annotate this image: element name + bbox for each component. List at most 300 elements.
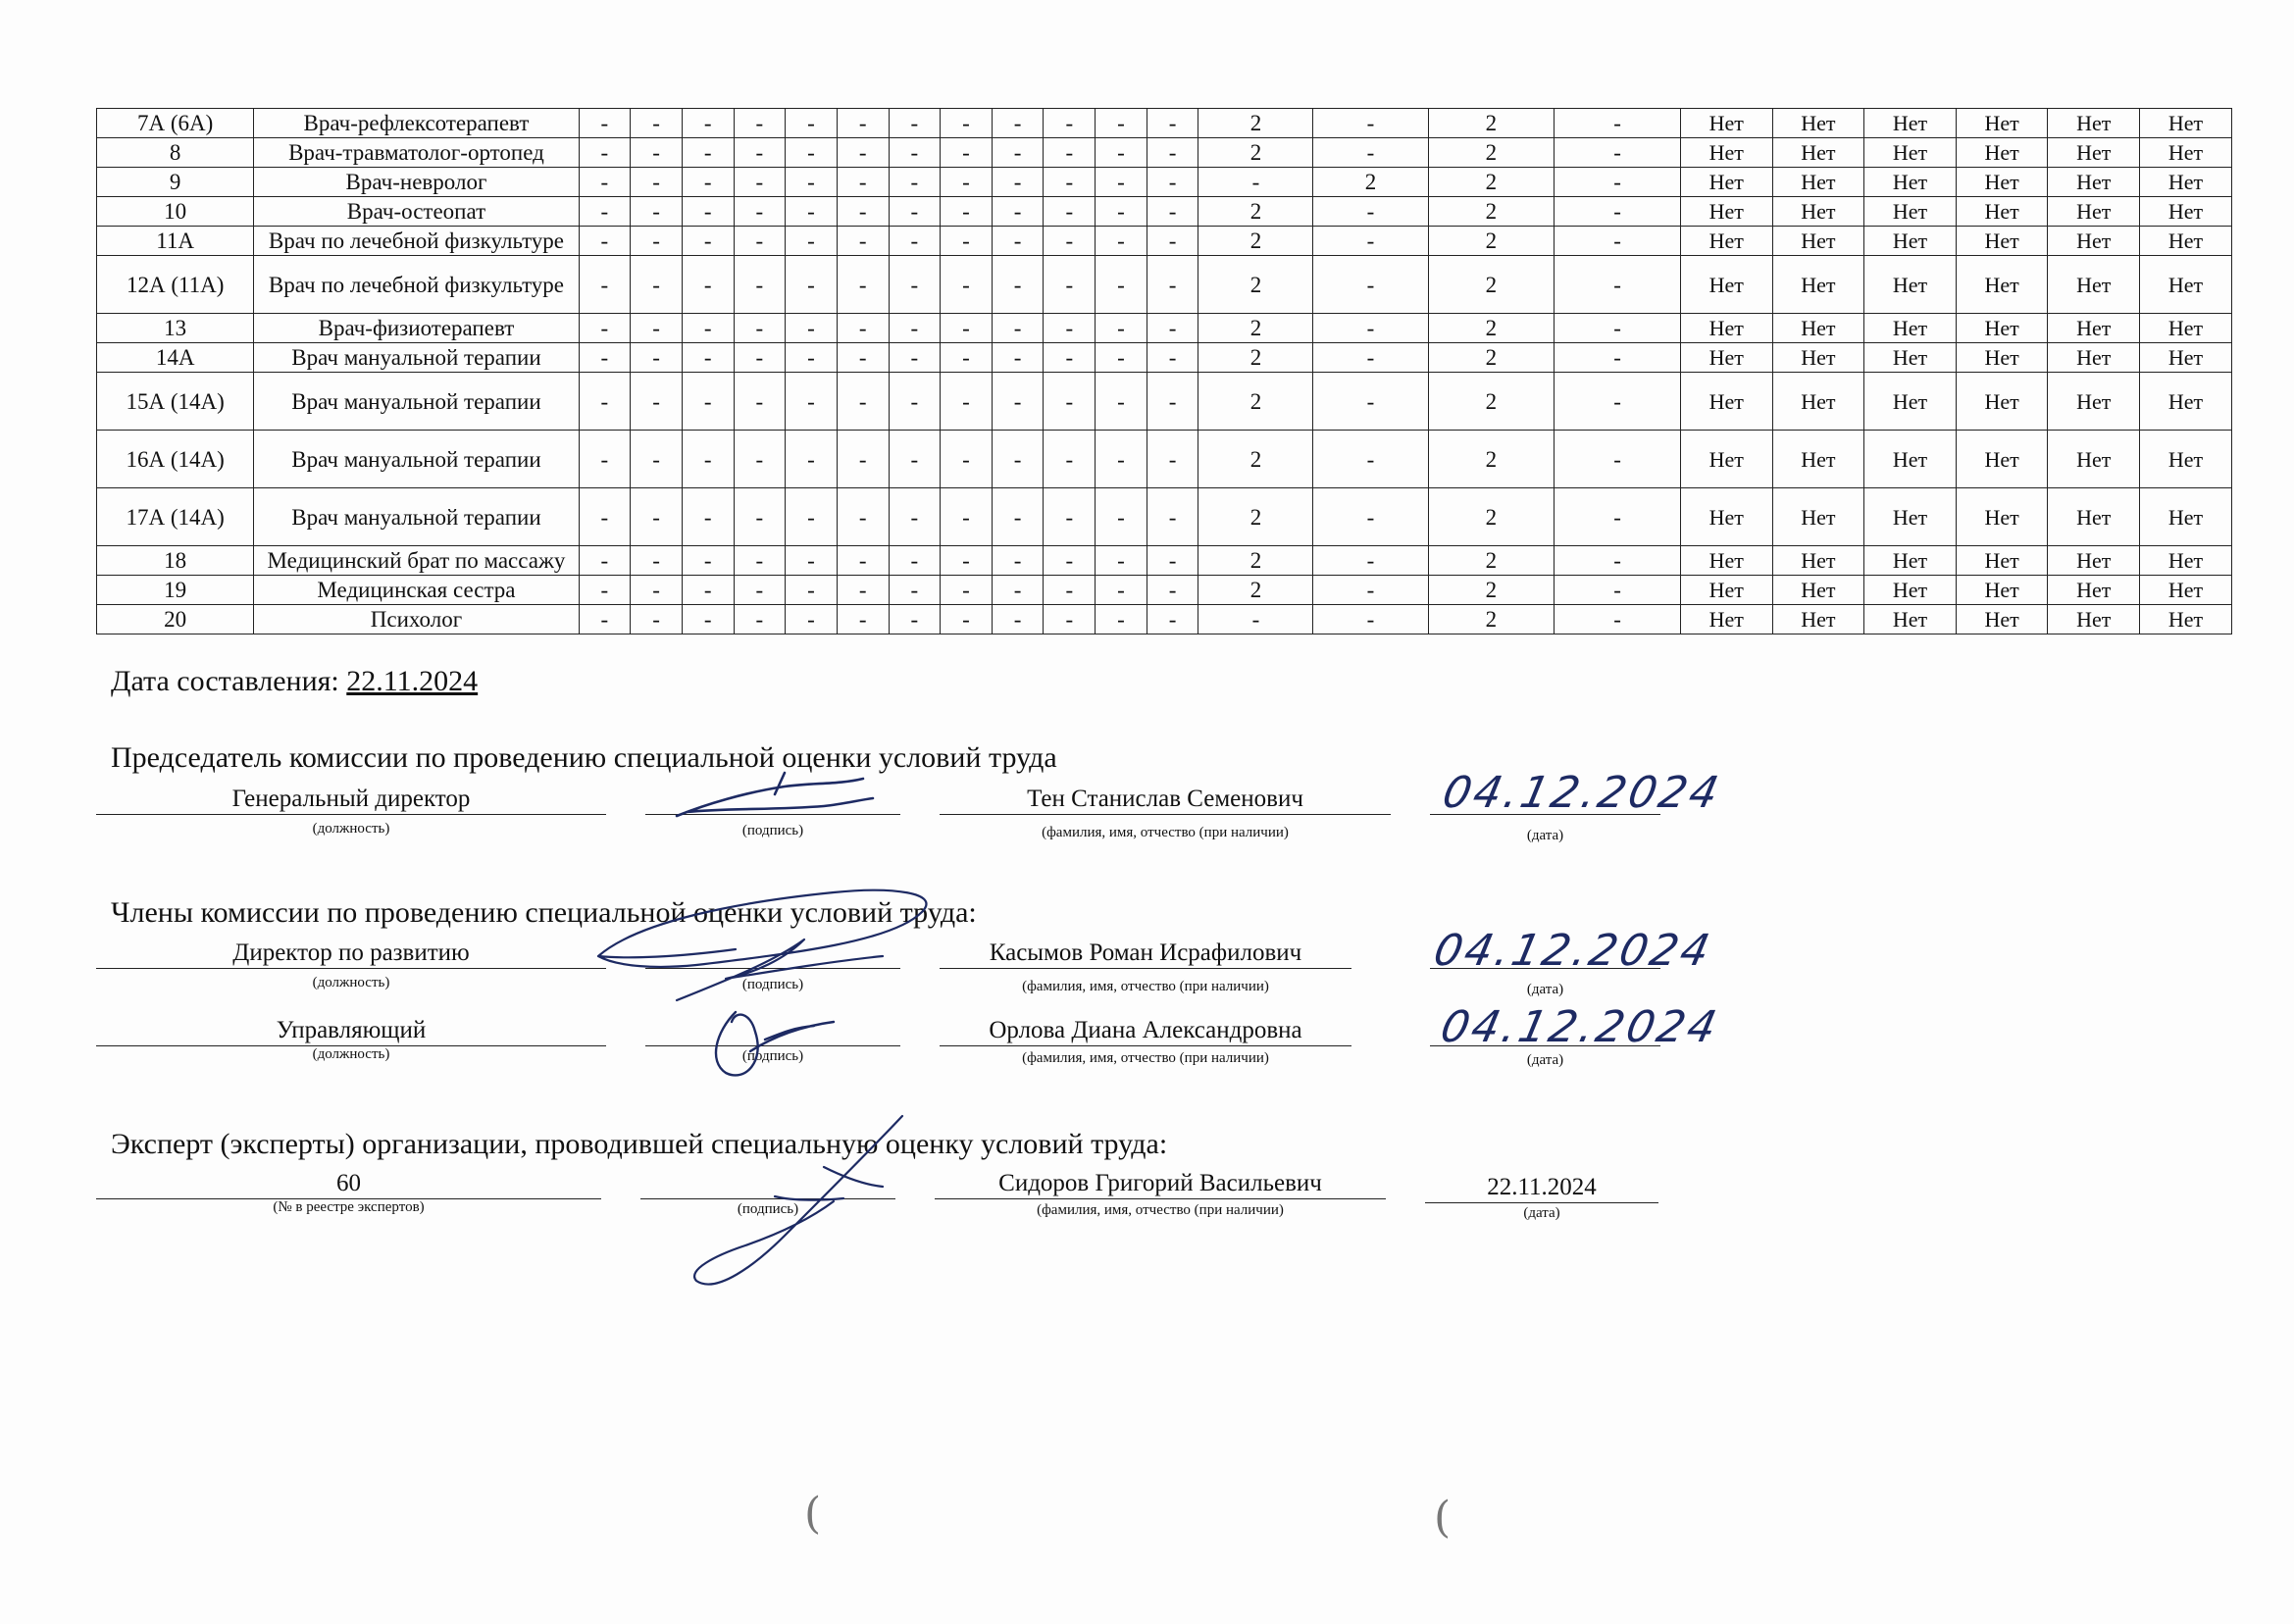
class-value-cell: - [786, 605, 838, 634]
class-value-cell: - [734, 227, 786, 256]
yes-no-cell: Нет [1680, 314, 1772, 343]
class-value-cell: 2 [1198, 576, 1313, 605]
class-value-cell: - [682, 227, 734, 256]
class-value-cell: - [941, 109, 993, 138]
class-value-cell: 2 [1198, 546, 1313, 576]
class-value-cell: - [579, 546, 631, 576]
class-value-cell: - [889, 546, 941, 576]
yes-no-cell: Нет [2048, 576, 2140, 605]
class-value-cell: 2 [1428, 343, 1555, 373]
class-value-cell: - [682, 546, 734, 576]
class-value-cell: - [682, 373, 734, 431]
class-value-cell: 2 [1428, 605, 1555, 634]
class-value-cell: - [734, 605, 786, 634]
yes-no-cell: Нет [1772, 343, 1864, 373]
class-value-cell: - [631, 197, 683, 227]
class-value-cell: 2 [1428, 109, 1555, 138]
yes-no-cell: Нет [1956, 138, 2048, 168]
class-value-cell: 2 [1198, 109, 1313, 138]
class-value-cell: - [734, 576, 786, 605]
class-value-cell: - [631, 256, 683, 314]
yes-no-cell: Нет [2140, 343, 2232, 373]
yes-no-cell: Нет [1680, 373, 1772, 431]
chairman-name: Тен Станислав Семенович [940, 785, 1391, 815]
yes-no-cell: Нет [1772, 314, 1864, 343]
class-value-cell: - [631, 227, 683, 256]
class-value-cell: 2 [1428, 138, 1555, 168]
class-value-cell: - [1313, 576, 1428, 605]
yes-no-cell: Нет [1864, 488, 1957, 546]
class-value-cell: - [786, 227, 838, 256]
class-value-cell: - [1555, 373, 1681, 431]
class-value-cell: - [889, 227, 941, 256]
yes-no-cell: Нет [1864, 256, 1957, 314]
class-value-cell: - [786, 314, 838, 343]
class-value-cell: - [1555, 109, 1681, 138]
expert-date: 22.11.2024 [1425, 1173, 1658, 1203]
yes-no-cell: Нет [1680, 256, 1772, 314]
yes-no-cell: Нет [1956, 197, 2048, 227]
yes-no-cell: Нет [1864, 138, 1957, 168]
table-row [97, 227, 2232, 256]
class-value-cell: - [1044, 576, 1096, 605]
members-heading: Члены комиссии по проведению специальной оценки условий труда: [111, 896, 977, 929]
class-value-cell: - [992, 431, 1044, 488]
yes-no-cell: Нет [2140, 576, 2232, 605]
class-value-cell: - [889, 256, 941, 314]
class-value-cell: - [1044, 138, 1096, 168]
class-value-cell: - [1313, 314, 1428, 343]
class-value-cell: - [889, 431, 941, 488]
yes-no-cell: Нет [1680, 227, 1772, 256]
class-value-cell: - [1044, 605, 1096, 634]
class-value-cell: - [786, 576, 838, 605]
yes-no-cell: Нет [1864, 314, 1957, 343]
class-value-cell: 2 [1428, 314, 1555, 343]
class-value-cell: - [682, 343, 734, 373]
class-value-cell: - [1044, 488, 1096, 546]
class-value-cell: - [837, 605, 889, 634]
yes-no-cell: Нет [2140, 109, 2232, 138]
class-value-cell: - [837, 576, 889, 605]
class-value-cell: - [1147, 256, 1198, 314]
yes-no-cell: Нет [2140, 227, 2232, 256]
row-number-cell: 15А (14А) [97, 373, 254, 431]
class-value-cell: - [786, 343, 838, 373]
class-value-cell: - [1096, 138, 1147, 168]
class-value-cell: - [1313, 227, 1428, 256]
class-value-cell: - [1096, 576, 1147, 605]
class-value-cell: - [837, 256, 889, 314]
class-value-cell: 2 [1428, 168, 1555, 197]
position-name-cell: Врач мануальной терапии [254, 343, 579, 373]
class-value-cell: - [1147, 314, 1198, 343]
class-value-cell: - [992, 256, 1044, 314]
yes-no-cell: Нет [1772, 109, 1864, 138]
class-value-cell: - [734, 109, 786, 138]
class-value-cell: 2 [1428, 197, 1555, 227]
class-value-cell: - [579, 227, 631, 256]
position-name-cell: Врач по лечебной физкультуре [254, 256, 579, 314]
class-value-cell: - [941, 546, 993, 576]
class-value-cell: - [1096, 314, 1147, 343]
class-value-cell: - [682, 138, 734, 168]
position-name-cell: Врач мануальной терапии [254, 373, 579, 431]
class-value-cell: 2 [1198, 373, 1313, 431]
class-value-cell: - [1096, 256, 1147, 314]
class-value-cell: - [1147, 576, 1198, 605]
class-value-cell: - [1555, 256, 1681, 314]
yes-no-cell: Нет [1956, 488, 2048, 546]
class-value-cell: - [734, 488, 786, 546]
yes-no-cell: Нет [2048, 168, 2140, 197]
class-value-cell: - [1313, 546, 1428, 576]
row-number-cell: 18 [97, 546, 254, 576]
class-value-cell: - [941, 343, 993, 373]
class-value-cell: 2 [1313, 168, 1428, 197]
class-value-cell: - [992, 343, 1044, 373]
class-value-cell: 2 [1198, 256, 1313, 314]
chairman-signature [667, 765, 883, 824]
class-value-cell: - [579, 373, 631, 431]
yes-no-cell: Нет [1864, 605, 1957, 634]
class-value-cell: 2 [1198, 488, 1313, 546]
class-value-cell: - [631, 168, 683, 197]
class-value-cell: 2 [1428, 576, 1555, 605]
yes-no-cell: Нет [1956, 343, 2048, 373]
yes-no-cell: Нет [1772, 546, 1864, 576]
class-value-cell: - [579, 138, 631, 168]
member-2-name: Орлова Диана Александровна [940, 1016, 1351, 1046]
yes-no-cell: Нет [1956, 256, 2048, 314]
class-value-cell: - [941, 373, 993, 431]
class-value-cell: - [682, 197, 734, 227]
class-value-cell: - [1044, 227, 1096, 256]
class-value-cell: - [734, 314, 786, 343]
table-row [97, 576, 2232, 605]
chairman-heading: Председатель комиссии по проведению специальной оценки условий труда [111, 741, 1057, 774]
yes-no-cell: Нет [2048, 343, 2140, 373]
table-row [97, 431, 2232, 488]
yes-no-cell: Нет [2140, 138, 2232, 168]
class-value-cell: - [579, 256, 631, 314]
class-value-cell: - [941, 488, 993, 546]
punch-mark-left: ( [804, 1489, 822, 1539]
yes-no-cell: Нет [1680, 168, 1772, 197]
class-value-cell: - [1096, 343, 1147, 373]
yes-no-cell: Нет [1864, 197, 1957, 227]
class-value-cell: - [941, 314, 993, 343]
class-value-cell: - [992, 109, 1044, 138]
position-name-cell: Медицинская сестра [254, 576, 579, 605]
row-number-cell: 8 [97, 138, 254, 168]
class-value-cell: - [1096, 168, 1147, 197]
class-value-cell: - [1044, 256, 1096, 314]
table-row [97, 373, 2232, 431]
class-value-cell: - [786, 373, 838, 431]
table-row [97, 256, 2232, 314]
class-value-cell: - [992, 168, 1044, 197]
table-body [97, 109, 2232, 634]
class-value-cell: - [1044, 197, 1096, 227]
class-value-cell: - [579, 197, 631, 227]
class-value-cell: - [1044, 343, 1096, 373]
class-value-cell: - [786, 138, 838, 168]
table-row [97, 546, 2232, 576]
yes-no-cell: Нет [1680, 431, 1772, 488]
class-value-cell: - [992, 138, 1044, 168]
class-value-cell: 2 [1428, 488, 1555, 546]
yes-no-cell: Нет [1956, 227, 2048, 256]
yes-no-cell: Нет [1956, 373, 2048, 431]
class-value-cell: - [579, 343, 631, 373]
class-value-cell: - [1555, 227, 1681, 256]
class-value-cell: - [734, 197, 786, 227]
row-number-cell: 9 [97, 168, 254, 197]
class-value-cell: 2 [1198, 314, 1313, 343]
class-value-cell: - [837, 168, 889, 197]
yes-no-cell: Нет [2048, 373, 2140, 431]
yes-no-cell: Нет [1772, 227, 1864, 256]
member-2-position: Управляющий [96, 1016, 606, 1046]
class-value-cell: 2 [1198, 138, 1313, 168]
class-value-cell: - [1313, 197, 1428, 227]
class-value-cell: - [992, 227, 1044, 256]
yes-no-cell: Нет [2140, 488, 2232, 546]
class-value-cell: - [1044, 546, 1096, 576]
class-value-cell: 2 [1428, 256, 1555, 314]
expert-date-caption: (дата) [1523, 1205, 1560, 1221]
class-value-cell: - [579, 488, 631, 546]
yes-no-cell: Нет [1772, 168, 1864, 197]
position-name-cell: Врач-остеопат [254, 197, 579, 227]
class-value-cell: - [889, 343, 941, 373]
class-value-cell: - [941, 227, 993, 256]
class-value-cell: - [734, 546, 786, 576]
class-value-cell: - [1313, 488, 1428, 546]
yes-no-cell: Нет [2048, 314, 2140, 343]
class-value-cell: - [1555, 197, 1681, 227]
class-value-cell: - [1198, 605, 1313, 634]
position-name-cell: Психолог [254, 605, 579, 634]
class-value-cell: - [786, 109, 838, 138]
yes-no-cell: Нет [2140, 605, 2232, 634]
class-value-cell: - [941, 256, 993, 314]
yes-no-cell: Нет [2140, 197, 2232, 227]
class-value-cell: - [941, 168, 993, 197]
yes-no-cell: Нет [1772, 576, 1864, 605]
class-value-cell: - [579, 314, 631, 343]
member-2-signature-caption: (подпись) [741, 1048, 804, 1064]
member-2-handwritten-date: 04.12.2024 [1436, 1002, 1724, 1052]
yes-no-cell: Нет [1864, 343, 1957, 373]
class-value-cell: - [631, 109, 683, 138]
class-value-cell: - [631, 488, 683, 546]
table-row [97, 605, 2232, 634]
class-value-cell: - [1313, 605, 1428, 634]
yes-no-cell: Нет [1772, 197, 1864, 227]
yes-no-cell: Нет [2048, 197, 2140, 227]
yes-no-cell: Нет [2140, 431, 2232, 488]
class-value-cell: - [1096, 488, 1147, 546]
member-1-name: Касымов Роман Исрафилович [940, 939, 1351, 969]
class-value-cell: - [1096, 546, 1147, 576]
yes-no-cell: Нет [1864, 109, 1957, 138]
member-2-position-caption: (должность) [312, 1046, 390, 1062]
class-value-cell: - [837, 373, 889, 431]
expert-name: Сидоров Григорий Васильевич [935, 1169, 1386, 1199]
class-value-cell: - [1555, 605, 1681, 634]
class-value-cell: - [1147, 343, 1198, 373]
class-value-cell: - [631, 343, 683, 373]
class-value-cell: - [1147, 197, 1198, 227]
class-value-cell: - [579, 605, 631, 634]
class-value-cell: - [631, 605, 683, 634]
yes-no-cell: Нет [2048, 431, 2140, 488]
yes-no-cell: Нет [1956, 314, 2048, 343]
class-value-cell: - [786, 546, 838, 576]
class-value-cell: - [837, 138, 889, 168]
yes-no-cell: Нет [1956, 168, 2048, 197]
position-name-cell: Врач-рефлексотерапевт [254, 109, 579, 138]
table-row [97, 488, 2232, 546]
yes-no-cell: Нет [1680, 546, 1772, 576]
member-1-handwritten-date: 04.12.2024 [1429, 926, 1717, 976]
class-value-cell: - [837, 314, 889, 343]
class-value-cell: - [786, 431, 838, 488]
class-value-cell: - [837, 227, 889, 256]
class-value-cell: - [734, 168, 786, 197]
class-value-cell: - [734, 343, 786, 373]
yes-no-cell: Нет [1864, 546, 1957, 576]
table-row [97, 109, 2232, 138]
class-value-cell: 2 [1428, 546, 1555, 576]
class-value-cell: - [992, 373, 1044, 431]
class-value-cell: - [1096, 197, 1147, 227]
row-number-cell: 13 [97, 314, 254, 343]
class-value-cell: - [941, 605, 993, 634]
yes-no-cell: Нет [1956, 109, 2048, 138]
class-value-cell: - [837, 343, 889, 373]
chairman-position: Генеральный директор [96, 785, 606, 815]
class-value-cell: - [1096, 227, 1147, 256]
class-value-cell: - [889, 314, 941, 343]
class-value-cell: - [992, 546, 1044, 576]
position-name-cell: Медицинский брат по массажу [254, 546, 579, 576]
class-value-cell: - [837, 197, 889, 227]
class-value-cell: - [1044, 168, 1096, 197]
yes-no-cell: Нет [1772, 256, 1864, 314]
table-row [97, 138, 2232, 168]
class-value-cell: - [1096, 373, 1147, 431]
class-value-cell: - [1044, 373, 1096, 431]
position-name-cell: Врач мануальной терапии [254, 488, 579, 546]
yes-no-cell: Нет [1864, 168, 1957, 197]
member-1-name-caption: (фамилия, имя, отчество (при наличии) [1022, 979, 1269, 994]
yes-no-cell: Нет [1680, 138, 1772, 168]
class-value-cell: - [786, 197, 838, 227]
expert-signature [677, 1108, 942, 1304]
assessment-results-table [96, 108, 2232, 634]
class-value-cell: - [1147, 168, 1198, 197]
table-row [97, 314, 2232, 343]
class-value-cell: - [1555, 431, 1681, 488]
member-1-position: Директор по развитию [96, 939, 606, 969]
class-value-cell: - [631, 138, 683, 168]
class-value-cell: - [734, 138, 786, 168]
class-value-cell: - [889, 488, 941, 546]
punch-mark-right: ( [1434, 1493, 1452, 1543]
class-value-cell: - [1147, 488, 1198, 546]
class-value-cell: 2 [1198, 343, 1313, 373]
expert-registry-number: 60 [96, 1169, 601, 1199]
position-name-cell: Врач по лечебной физкультуре [254, 227, 579, 256]
class-value-cell: - [631, 546, 683, 576]
yes-no-cell: Нет [2140, 256, 2232, 314]
row-number-cell: 10 [97, 197, 254, 227]
member-2-signature [696, 992, 853, 1091]
class-value-cell: - [992, 197, 1044, 227]
member-2-date-caption: (дата) [1526, 1052, 1564, 1068]
class-value-cell: - [837, 431, 889, 488]
yes-no-cell: Нет [2140, 168, 2232, 197]
yes-no-cell: Нет [2048, 605, 2140, 634]
class-value-cell: - [1555, 314, 1681, 343]
class-value-cell: - [631, 373, 683, 431]
yes-no-cell: Нет [1680, 576, 1772, 605]
class-value-cell: - [1147, 227, 1198, 256]
class-value-cell: - [889, 138, 941, 168]
class-value-cell: - [941, 138, 993, 168]
class-value-cell: - [1555, 546, 1681, 576]
class-value-cell: - [682, 256, 734, 314]
row-number-cell: 7А (6А) [97, 109, 254, 138]
yes-no-cell: Нет [2048, 256, 2140, 314]
yes-no-cell: Нет [1680, 488, 1772, 546]
yes-no-cell: Нет [1680, 197, 1772, 227]
class-value-cell: - [992, 605, 1044, 634]
yes-no-cell: Нет [2048, 546, 2140, 576]
class-value-cell: - [889, 373, 941, 431]
class-value-cell: - [1147, 109, 1198, 138]
class-value-cell: - [992, 488, 1044, 546]
class-value-cell: - [734, 373, 786, 431]
chairman-position-caption: (должность) [312, 821, 390, 837]
position-name-cell: Врач-невролог [254, 168, 579, 197]
row-number-cell: 16А (14А) [97, 431, 254, 488]
yes-no-cell: Нет [1956, 605, 2048, 634]
compiled-date-value: 22.11.2024 [346, 665, 479, 697]
class-value-cell: - [579, 576, 631, 605]
position-name-cell: Врач-травматолог-ортопед [254, 138, 579, 168]
yes-no-cell: Нет [1680, 109, 1772, 138]
class-value-cell: - [1147, 373, 1198, 431]
yes-no-cell: Нет [1772, 605, 1864, 634]
class-value-cell: - [889, 197, 941, 227]
chairman-date-caption: (дата) [1526, 828, 1564, 843]
class-value-cell: - [786, 168, 838, 197]
yes-no-cell: Нет [1772, 373, 1864, 431]
class-value-cell: - [941, 576, 993, 605]
class-value-cell: - [631, 314, 683, 343]
position-name-cell: Врач мануальной терапии [254, 431, 579, 488]
class-value-cell: - [1313, 431, 1428, 488]
yes-no-cell: Нет [1864, 431, 1957, 488]
class-value-cell: - [1044, 314, 1096, 343]
class-value-cell: - [682, 605, 734, 634]
class-value-cell: - [1555, 138, 1681, 168]
class-value-cell: - [1313, 109, 1428, 138]
